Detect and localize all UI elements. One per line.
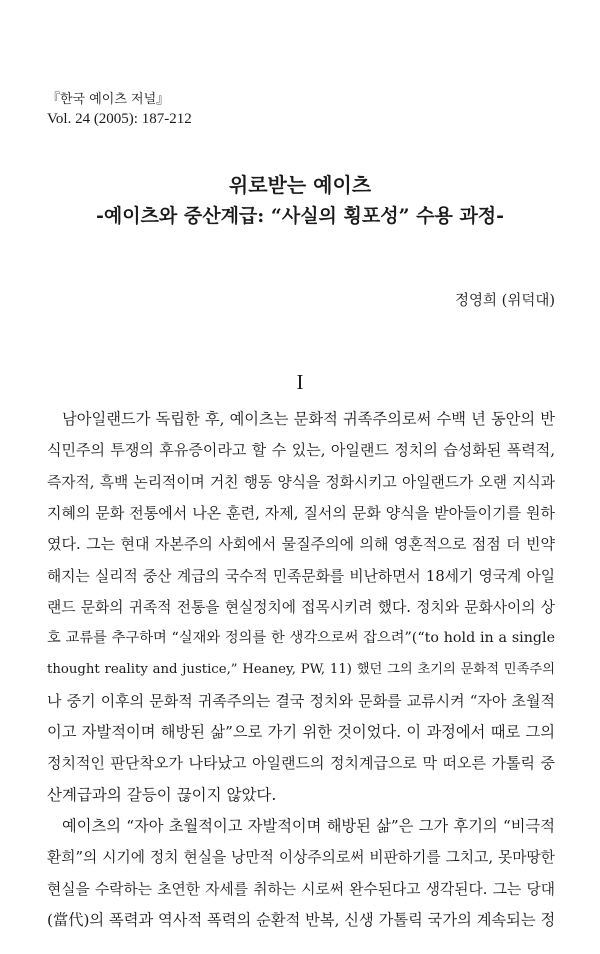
section-number: I xyxy=(296,370,304,394)
body-line: 예이츠의 “자아 초월적이고 자발적이며 해방된 삶”은 그가 후기의 “비극적 xyxy=(62,816,555,835)
body-line: 호 교류를 추구하며 “실재와 정의를 한 생각으로써 잡으려”(“to hold in a single xyxy=(47,630,555,647)
body-line: 산계급과의 갈등이 끊이지 않았다. xyxy=(47,785,277,804)
body-line: 지혜의 문화 전통에서 나온 훈련, 자제, 질서의 문화 양식을 받아들이기를 원하 xyxy=(47,503,555,522)
body-line: 즉자적, 흑백 논리적이며 거친 행동 양식을 정화시키고 아일랜드가 오랜 지식과 xyxy=(47,473,555,491)
body-line: 나 중기 이후의 문화적 귀족주의는 결국 정치와 문화를 교류시켜 “자아 초월적 xyxy=(47,691,555,710)
article-subtitle: -예이츠와 중산계급: “사실의 횡포성” 수용 과정- xyxy=(95,205,505,227)
body-line: 였다. 그는 현대 자본주의 사회에서 물질주의에 의해 영혼적으로 점점 더 빈약 xyxy=(47,535,555,554)
body-line: 정치적인 판단착오가 나타났고 아일랜드의 정치계급으로 막 떠오른 가톨릭 중 xyxy=(47,754,555,773)
author-name: 정영희 (위덕대) xyxy=(455,293,555,309)
body-line: (當代)의 폭력과 역사적 폭력의 순환적 반복, 신생 가톨릭 국가의 계속되는 정 xyxy=(47,910,556,929)
body-line: 환희”의 시기에 정치 현실을 낭만적 이상주의로써 비판하기를 그치고, 못마땅한 xyxy=(47,849,555,867)
body-line: thought reality and justice,” Heaney, PW, 11) 했던 그의 초기의 문화적 민족주의 xyxy=(47,662,555,678)
body-line: 식민주의 투쟁의 후유증이라고 할 수 있는, 아일랜드 정치의 습성화된 폭력적, xyxy=(47,441,555,460)
article-title: 위로받는 예이츠 xyxy=(228,173,372,197)
body-line: 현실을 수락하는 초연한 자세를 취하는 시로써 완수된다고 생각된다. 그는 당대 xyxy=(47,880,555,898)
body-line: 남아일랜드가 독립한 후, 예이츠는 문화적 귀족주의로써 수백 년 동안의 반 xyxy=(62,410,555,428)
body-line: 랜드 문화의 귀족적 전통을 현실정치에 접목시키려 했다. 정치와 문화사이의 상 xyxy=(47,598,555,616)
body-line: 이고 자발적이며 해방된 삶”으로 가기 위한 것이었다. 이 과정에서 때로 그의 xyxy=(47,723,555,741)
body-line: 해지는 실리적 중산 계급의 국수적 민족문화를 비난하면서 18세기 영국계 아일 xyxy=(47,567,555,585)
journal-volume-info: Vol. 24 (2005): 187-212 xyxy=(47,111,192,127)
journal-name: 『한국 예이츠 저널』 xyxy=(47,92,170,107)
